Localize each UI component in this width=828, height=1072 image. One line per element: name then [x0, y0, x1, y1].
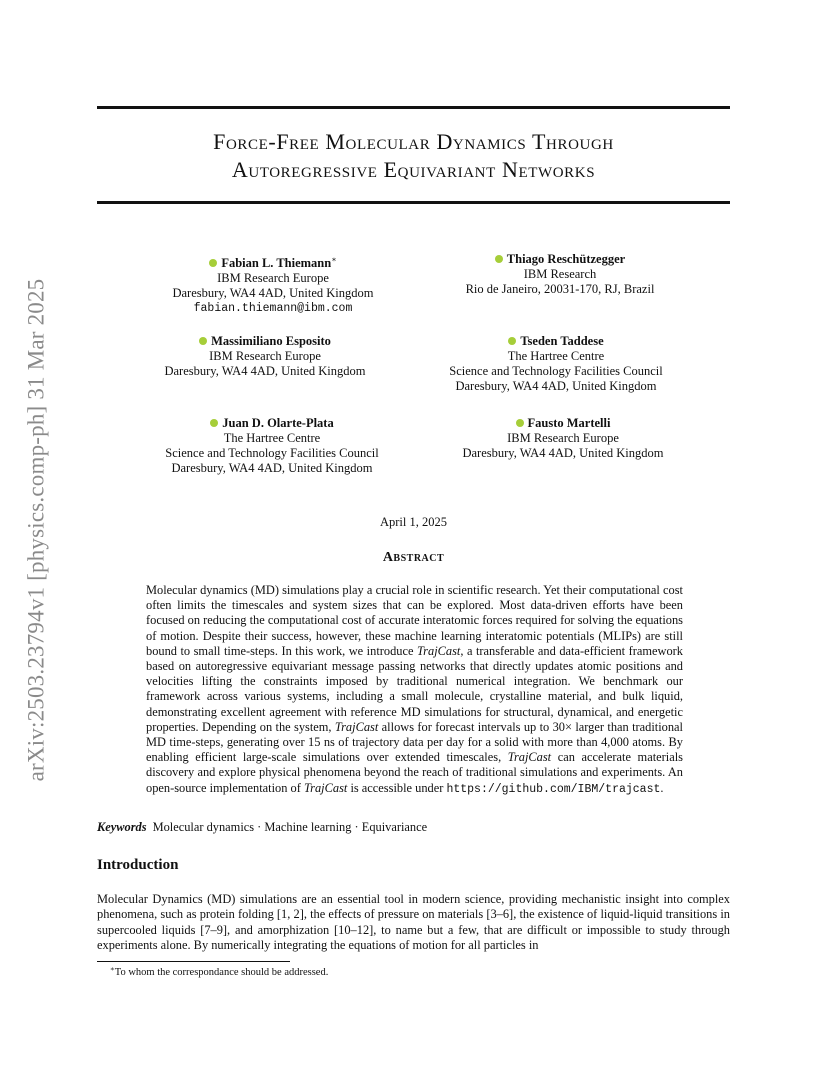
author-affiliation: IBM Research — [523, 267, 597, 281]
arxiv-identifier: arXiv:2503.23794v1 [physics.comp-ph] 31 Mar 2025 — [23, 278, 49, 782]
abstract-heading: Abstract — [382, 550, 445, 565]
correspondence-marker[interactable]: ∗ — [331, 255, 337, 264]
title-rule-top — [97, 106, 730, 109]
footnote-rule — [97, 961, 290, 962]
orcid-icon[interactable] — [516, 419, 524, 427]
author-affiliation: IBM Research Europe — [507, 431, 619, 445]
author-block — [122, 416, 422, 476]
author-name: Fabian L. Thiemann — [221, 256, 332, 270]
footnote-text: To whom the correspondance should be addressed. — [114, 967, 329, 978]
abstract-text: , a transferable and data-efficient framework based on autoregressive equivariant message passing networks that directly updates atomic positions and velocities lifting the constraints imposed by traditional numerical integration. We benchmark our framework across various systems, including a small molecule, crystalline material, and bulk liquid, demonstrating excellent agreement with reference MD simulations for structural, dynamical, and energetic properties. Depending on the system, — [146, 643, 683, 734]
author-email[interactable]: fabian.thiemann@ibm.com — [193, 302, 353, 315]
author-name: Fausto Martelli — [527, 416, 611, 430]
author-block — [123, 252, 423, 316]
author-name: Tseden Taddese — [520, 334, 604, 348]
author-block — [406, 334, 706, 394]
abstract-text: allows for forecast intervals up to 30× larger than traditional MD time-steps, generating over 15 ns of trajectory data per day for a solid with more than 4,000 atoms. By enabling efficient large-scale simulations over extended timescales, — [146, 719, 684, 765]
orcid-icon[interactable] — [199, 337, 207, 345]
author-affiliation: IBM Research Europe — [217, 271, 329, 285]
introduction-paragraph: Molecular Dynamics (MD) simulations are an essential tool in modern science, providing mechanistic insight into complex phenomena, such as protein folding [1, 2], the effects of pressure on materials [3–6], the existence of liquid-liquid transitions in supercooled liquids [7–9], and amorphization [10–12], to name but a few, that are difficult or impossible to study through experiments alone. By numerically integrating the equations of motion for all particles in — [97, 892, 730, 953]
footnote — [110, 965, 328, 978]
author-name: Juan D. Olarte-Plata — [222, 416, 334, 430]
author-name: Massimiliano Esposito — [211, 334, 331, 348]
method-name: TrajCast — [334, 719, 379, 734]
arxiv-stamp — [20, 230, 52, 830]
method-name: TrajCast — [507, 750, 552, 765]
orcid-icon[interactable] — [495, 255, 503, 263]
author-affiliation: IBM Research Europe — [209, 349, 321, 363]
publication-date: April 1, 2025 — [379, 515, 447, 529]
orcid-icon[interactable] — [508, 337, 516, 345]
abstract-text: is accessible under — [347, 780, 447, 795]
paper-title — [97, 128, 730, 184]
author-address: Daresbury, WA4 4AD, United Kingdom — [171, 461, 373, 475]
author-department: Science and Technology Facilities Council — [165, 446, 379, 460]
author-block — [410, 252, 710, 297]
method-name: TrajCast — [416, 643, 461, 658]
author-department: Science and Technology Facilities Council — [449, 364, 663, 378]
author-address: Daresbury, WA4 4AD, United Kingdom — [455, 379, 657, 393]
author-address: Daresbury, WA4 4AD, United Kingdom — [164, 364, 366, 378]
abstract-text: Molecular dynamics (MD) simulations play a crucial role in scientific research. Yet their computational cost often limits the timescales and system sizes that can be explored. Most data-driven efforts have been focused on reducing the computational cost of accurate interatomic forces required for solving the equations of motion. Despite their success, however, these machine learning interatomic potentials (MLIPs) are still bound to small time-steps. In this work, we introduce — [146, 583, 683, 658]
section-heading-introduction: Introduction — [97, 857, 179, 873]
footnote-marker: ∗ — [110, 965, 115, 973]
title-rule-bottom — [97, 201, 730, 204]
keywords-list: Molecular dynamics · Machine learning · Equivariance — [152, 820, 428, 834]
orcid-icon[interactable] — [209, 259, 217, 267]
title-line-1: Force-Free Molecular Dynamics Through — [213, 129, 614, 154]
author-address: Daresbury, WA4 4AD, United Kingdom — [172, 286, 374, 300]
abstract-text: . — [660, 780, 664, 795]
method-name: TrajCast — [303, 780, 348, 795]
abstract-body — [146, 583, 683, 797]
keywords-line — [97, 820, 730, 835]
repository-link[interactable]: https://github.com/IBM/trajcast — [446, 782, 661, 796]
orcid-icon[interactable] — [210, 419, 218, 427]
keywords-label: Keywords — [97, 820, 147, 834]
author-address: Rio de Janeiro, 20031-170, RJ, Brazil — [465, 282, 655, 296]
author-block — [413, 416, 713, 461]
author-address: Daresbury, WA4 4AD, United Kingdom — [462, 446, 664, 460]
author-block — [115, 334, 415, 379]
abstract-text: can accelerate materials discovery and explore physical phenomena beyond the reach of traditional simulations and experiments. An open-source implementation of — [146, 750, 683, 795]
author-affiliation: The Hartree Centre — [507, 349, 605, 363]
title-line-2: Autoregressive Equivariant Networks — [231, 157, 596, 182]
author-affiliation: The Hartree Centre — [223, 431, 321, 445]
author-name: Thiago Reschützegger — [506, 252, 626, 266]
